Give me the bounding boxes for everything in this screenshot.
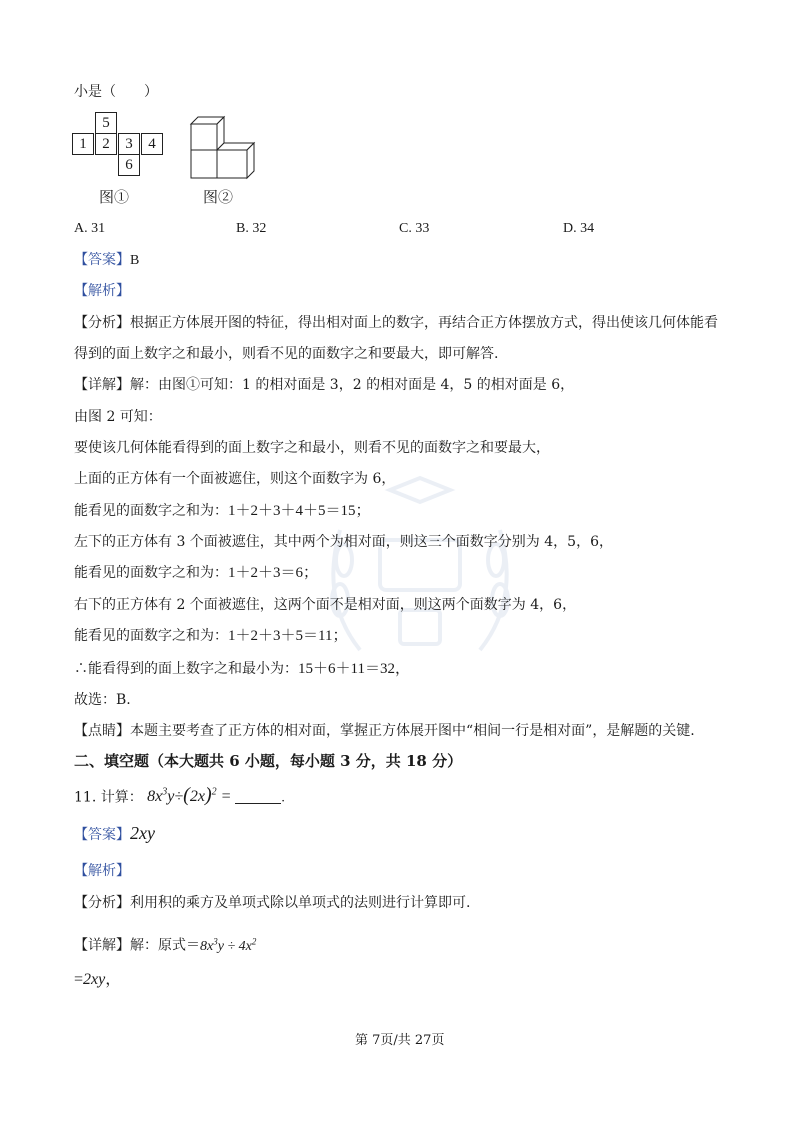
conclusion-line [74,660,410,678]
option-a: A. 31 [74,221,106,236]
fenxi-line-2: 得到的面上数字之和最小，则看不见的面数字之和要最大，即可解答. [74,346,499,362]
answer-row [74,251,139,270]
net-cell-3: 3 [118,133,140,155]
q11-answer-row [74,824,155,844]
xiangjie-tag: 【详解】 [74,377,130,393]
net-cell-4: 4 [141,133,163,155]
bottom-left-line: 左下的正方体有 3 个面被遮住，其中两个为相对面，则这三个面数字分别为 4，5，6， [74,534,613,550]
visible-sum-line-3 [74,627,347,645]
visible-sum-label: 能看见的面数字之和为： [74,565,228,581]
answer-value: B [130,253,140,268]
answer-blank [235,791,281,804]
choose-line: 故选：B. [74,692,131,708]
q11-expression: $8x^3y\div(2x)^2$ = [147,784,236,807]
visible-sum-label: 能看见的面数字之和为： [74,628,228,644]
solution-line: 要使该几何体能看得到的面上数字之和最小，则看不见的面数字之和要最大， [74,440,550,456]
net-cell-5: 5 [95,112,117,134]
visible-sum-equation: 1＋2＋3＋4＋5＝15； [228,503,371,519]
solution-line: 由图 2 可知： [74,409,162,425]
q11-fenxi-line [74,894,470,912]
step2-comma: ， [105,969,122,988]
option-d: D. 34 [563,221,595,236]
q11-step1-expression: $8x^3y \div 4x^2$ [200,936,257,954]
dianjing-line [74,722,695,740]
xiangjie-text: 解：由图①可知：1 的相对面是 3，2 的相对面是 4，5 的相对面是 6， [130,377,575,393]
question-stem-tail: 小是（ ） [74,84,158,100]
q11-stem: 11. 计算： $8x^3y\div(2x)^2$ = . [74,784,285,807]
fig2-caption: 图② [203,188,234,206]
cube-net-figure [72,112,172,182]
q11-answer-value: 2xy [130,823,155,843]
visible-sum-line-1 [74,502,371,520]
visible-sum-equation: 1＋2＋3＋5＝11； [228,628,348,644]
q11-step2-line: =2xy， [74,969,122,988]
net-cell-2: 2 [95,133,117,155]
option-b: B. 32 [236,221,267,236]
fenxi-tag: 【分析】 [74,895,130,911]
xiangjie-line [74,376,574,394]
fig1-caption: 图① [99,188,130,206]
conclusion-label: ∴能看得到的面上数字之和最小为： [74,661,298,677]
fenxi-tag: 【分析】 [74,315,130,331]
visible-sum-line-2 [74,564,318,582]
xiangjie-tag: 【详解】 [74,937,130,954]
q11-number: 11. 计算： [74,789,143,806]
answer-tag: 【答案】 [74,827,130,843]
fenxi-line-1 [74,314,718,332]
analysis-tag: 【解析】 [74,283,130,299]
visible-sum-equation: 1＋2＋3＝6； [228,565,319,581]
stacked-cubes-figure [186,112,258,182]
xiangjie-text: 解：原式＝ [130,937,200,954]
q11-xiangjie-line [74,932,256,956]
option-c: C. 33 [399,221,430,236]
dianjing-tag: 【点睛】 [74,723,130,739]
section-title: 二、填空题（本大题共 6 小题，每小题 3 分，共 18 分） [74,752,463,770]
net-cell-1: 1 [72,133,94,155]
q11-step2-expression: 2xy [83,971,106,988]
bottom-right-line: 右下的正方体有 2 个面被遮住，这两个面不是相对面，则这两个面数字为 4，6， [74,597,577,613]
page-footer: 第 7页/共 27页 [355,1033,445,1048]
q11-analysis-tag: 【解析】 [74,863,130,879]
solution-line: 上面的正方体有一个面被遮住，则这个面数字为 6， [74,471,396,487]
visible-sum-label: 能看见的面数字之和为： [74,503,228,519]
fenxi-text-1: 根据正方体展开图的特征，得出相对面上的数字，再结合正方体摆放方式，得出使该几何体能看 [130,315,718,331]
conclusion-equation: 15＋6＋11＝32， [298,661,410,677]
dianjing-text: 本题主要考查了正方体的相对面，掌握正方体展开图中“相间一行是相对面”，是解题的关键. [130,723,695,739]
net-cell-6: 6 [118,154,140,176]
fenxi-text: 利用积的乘方及单项式除以单项式的法则进行计算即可. [130,895,471,911]
answer-tag: 【答案】 [74,252,130,268]
